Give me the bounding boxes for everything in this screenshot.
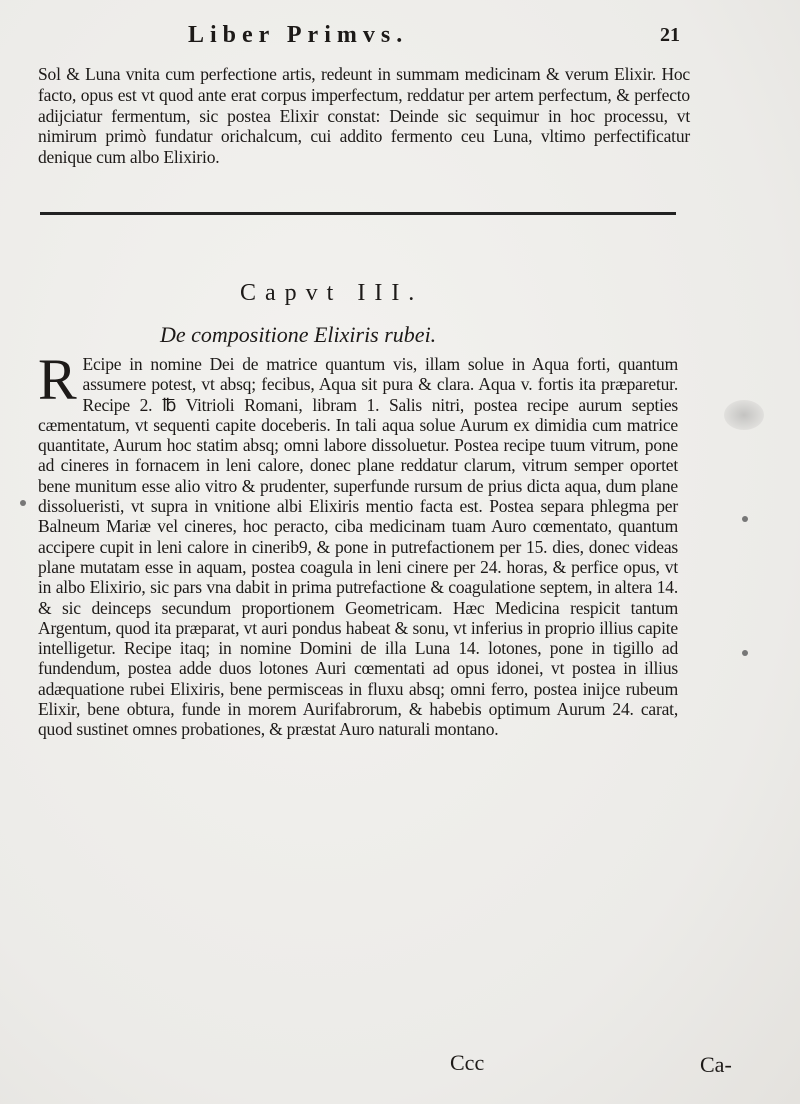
chapter-heading: Capvt III. [240, 280, 424, 306]
running-title: Liber Primvs. [188, 22, 409, 48]
paper-stain [724, 400, 764, 430]
catchword: Ca- [700, 1052, 732, 1077]
signature-mark: Ccc [450, 1050, 485, 1075]
ink-dot [742, 650, 748, 656]
ink-dot [20, 500, 26, 506]
opening-paragraph: Sol & Luna vnita cum perfectione artis, redeunt in summam medicinam & verum Elixir. Hoc facto, opus est vt quod ante erat corpus imperfectum, reddatur per artem perfectum, & perfecto adijciatur fermentum, sic postea Elixir constat: Deinde sic sequimur in hoc processu, vt nimirum primò fundatur orichalcum, cui addito fermento ceu Luna, vltimo perfectificatur denique cum albo Elixirio. [38, 64, 690, 168]
ink-dot [742, 516, 748, 522]
section-divider-rule [40, 212, 676, 215]
chapter-title: De compositione Elixiris rubei. [160, 322, 437, 347]
running-head [0, 22, 800, 62]
chapter-body-paragraph [38, 347, 678, 740]
page-number: 21 [660, 24, 680, 46]
chapter-body-text: Ecipe in nomine Dei de matrice quantum vis, illam solue in Aqua forti, quantum assumere potest, vt absq; fecibus, Aqua sit pura & clara. Aqua v. fortis ita præparetur. Recipe 2. ℔ Vitrioli Romani, libram 1. Salis nitri, postea recipe aurum septies cæmentatum, vt sequenti capite doceberis. In tali aqua solue Aurum ex dimidia cum matrice quantitate, Aurum hoc statim absq; omni labore dissoluetur. Postea recipe tuum vitrum, pone ad cineres in fornacem in leni calore, donec plane reddatur clarum, vitrum semper oportet bene munitum esse alio vitro & prudenter, superfunde rursum de prius dicta aqua, dum plane dissolueristi, vt supra in vnitione albi Elixiris mentio facta est. Postea separa phlegma per Balneum Mariæ vel cineres, hoc peracto, ciba medicinam tuam Auro cœmentato, quantum accipere cupit in leni calore in cinerib9, & pone in putrefactionem per 15. dies, donec videas plane mutatam esse in aquam, postea coagula in leni cinere per 24. horas, & perfice opus, vt in albo Elixirio, sic pars vna dabit in prima putrefactione & coagulatione septem, in altera 14. & sic deinceps secundum proportionem Geometricam. Hæc Medicina respicit tantum Argentum, quod ita præparat, vt auri pondus habeat & sonu, vt inferius in proprio illius capite intelligetur. Recipe itaq; in nomine Domini de illa Luna 14. lotones, pone in tigillo ad fundendum, postea adde duos lotones Auri cœmentati ad opus idonei, vt postea in illius adæquatione rubei Elixiris, bene permisceas in fluxu absq; omni ferro, postea inijce rubeum Elixir, bene obtura, funde in morem Aurifabrorum, & habebis optimum Aurum 24. carat, quod sustinet omnes probationes, & præstat Auro naturali montano. [38, 354, 678, 740]
drop-cap-initial: R [38, 347, 77, 412]
